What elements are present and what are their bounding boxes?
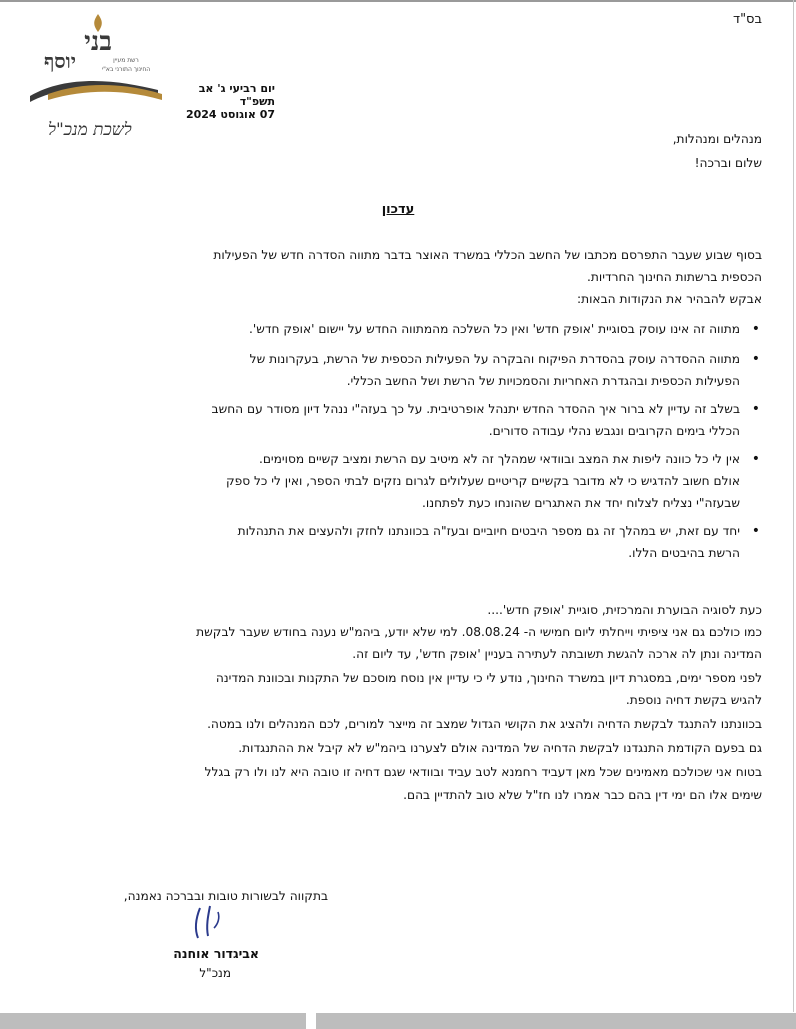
body-line: שימים אלו הם ימי דין בהם כבר אמרו לנו חז"ל שלא טוב להתדיין בהם. bbox=[403, 788, 762, 802]
body-line: כמו כולכם גם אני ציפיתי וייחלתי ליום חמישי ה- 08.08.24. למי שלא יודע, ביהמ"ש נענה בחודש שעבר לבקשת bbox=[196, 625, 762, 639]
bullet-item: • מתווה ההסדרה עוסק בהסדרת הפיקוח והבקרה על הפעילות הכספית של הרשת, בעקרונות של הפעילות הכספית ובהגדרת האחריות והסמכויות של הרשת ושל החשב הכללי. bbox=[102, 348, 762, 392]
logo-subtitle-line1: רשת מעיין bbox=[113, 57, 139, 64]
office-label: לשכת מנכ"ל bbox=[48, 120, 132, 140]
signature bbox=[190, 902, 230, 944]
intro-line-1: בסוף שבוע שעבר התפרסם מכתבו של החשב הכללי במשרד האוצר בדבר מתווה הסדרה חדש של הפעילות bbox=[213, 248, 762, 262]
bsd-header: בס"ד bbox=[732, 12, 762, 27]
footer-bar-right bbox=[316, 1013, 796, 1029]
body-line: המדינה ונתן לה ארכה להגשת תשובתה לעתירה בעניין 'אופק חדש', עד ליום זה. bbox=[352, 647, 762, 661]
signer-name: אביגדור אוחנה bbox=[173, 946, 259, 961]
logo-title-line1: בני bbox=[84, 27, 112, 57]
greeting: שלום וברכה! bbox=[694, 156, 762, 170]
signer-role: מנכ"ל bbox=[199, 966, 231, 980]
addressee: מנהלים ומנהלות, bbox=[672, 132, 762, 146]
right-border bbox=[793, 0, 794, 1012]
body-line: להגיש בקשת דחיה נוספת. bbox=[625, 693, 762, 707]
letter-title: עדכון bbox=[381, 202, 415, 217]
bullet-item: • מתווה זה אינו עוסק בסוגיית 'אופק חדש' ואין כל השלכה מהמתווה החדש על יישום 'אופק חדש'. bbox=[102, 318, 762, 340]
body-line: בכוונתנו להתנגד לבקשת הדחיה ולהציג את הקושי הגדול שמצב זה מייצר למורים, לכם המנהלים ולנו במטה. bbox=[207, 717, 762, 731]
date-gregorian: 07 אוגוסט 2024 bbox=[185, 108, 275, 121]
logo-title-line2: יוסף bbox=[43, 49, 77, 73]
intro-line-3: אבקש להבהיר את הנקודות הבאות: bbox=[576, 292, 762, 306]
body-line: בטוח אני שכולכם מאמינים שכל מאן דעביד רחמנא לטב עביד ובוודאי שגם דחיה זו טובה היא לנו ולו רק בגלל bbox=[204, 765, 762, 779]
date-hebrew: יום רביעי ג' אב תשפ"ד bbox=[198, 82, 275, 108]
date-block bbox=[170, 82, 275, 121]
body-line: לפני מספר ימים, במסגרת דיון במשרד החינוך, נודע לי כי עדיין אין נוסח מוסכם של התקנות ובכוונת המדינה bbox=[215, 671, 762, 685]
closing-line: בתקווה לבשורות טובות ובברכה נאמנה, bbox=[123, 889, 328, 903]
top-border bbox=[0, 0, 796, 2]
bullet-list bbox=[102, 318, 762, 564]
bullet-item: • אין לי כל כוונה ליפות את המצב ובוודאי שמהלך זה לא מיטיב עם הרשת ומציב קשיים מסוימים. אולם חשוב להדגיש כי לא מדובר בקשיים קריטיים שעלולים לגרום נזקים לבתי הספר, ואין לי כל ספק שבעזה"י נצליח לצלוח יחד את האתגרים שהונחו כעת לפתחנו. bbox=[102, 448, 762, 514]
logo-subtitle-line2: החינוך התורני בא"י bbox=[101, 66, 151, 73]
footer-bar-left bbox=[0, 1013, 306, 1029]
body-line: גם בפעם הקודמת התנגדנו לבקשת הדחיה של המדינה אולם לצערנו ביהמ"ש לא קיבל את ההתנגדות. bbox=[238, 741, 762, 755]
intro-line-2: הכספית ברשתות החינוך החרדיות. bbox=[587, 270, 762, 284]
body-line: כעת לסוגיה הבוערת והמרכזית, סוגיית 'אופק חדש'.... bbox=[487, 603, 762, 617]
logo bbox=[28, 14, 168, 110]
bullet-item: • בשלב זה עדיין לא ברור איך ההסדר החדש יתנהל אופרטיבית. על כך בעזה"י ננהל דיון מסודר עם החשב הכללי בימים הקרובים ונגבש נהלי עבודה סדורים. bbox=[102, 398, 762, 442]
bullet-item: • יחד עם זאת, יש במהלך זה גם מספר היבטים חיוביים ובעז"ה בכוונתנו לחזק ולהעצים את התנהלות הרשת בהיבטים הללו. bbox=[102, 520, 762, 564]
